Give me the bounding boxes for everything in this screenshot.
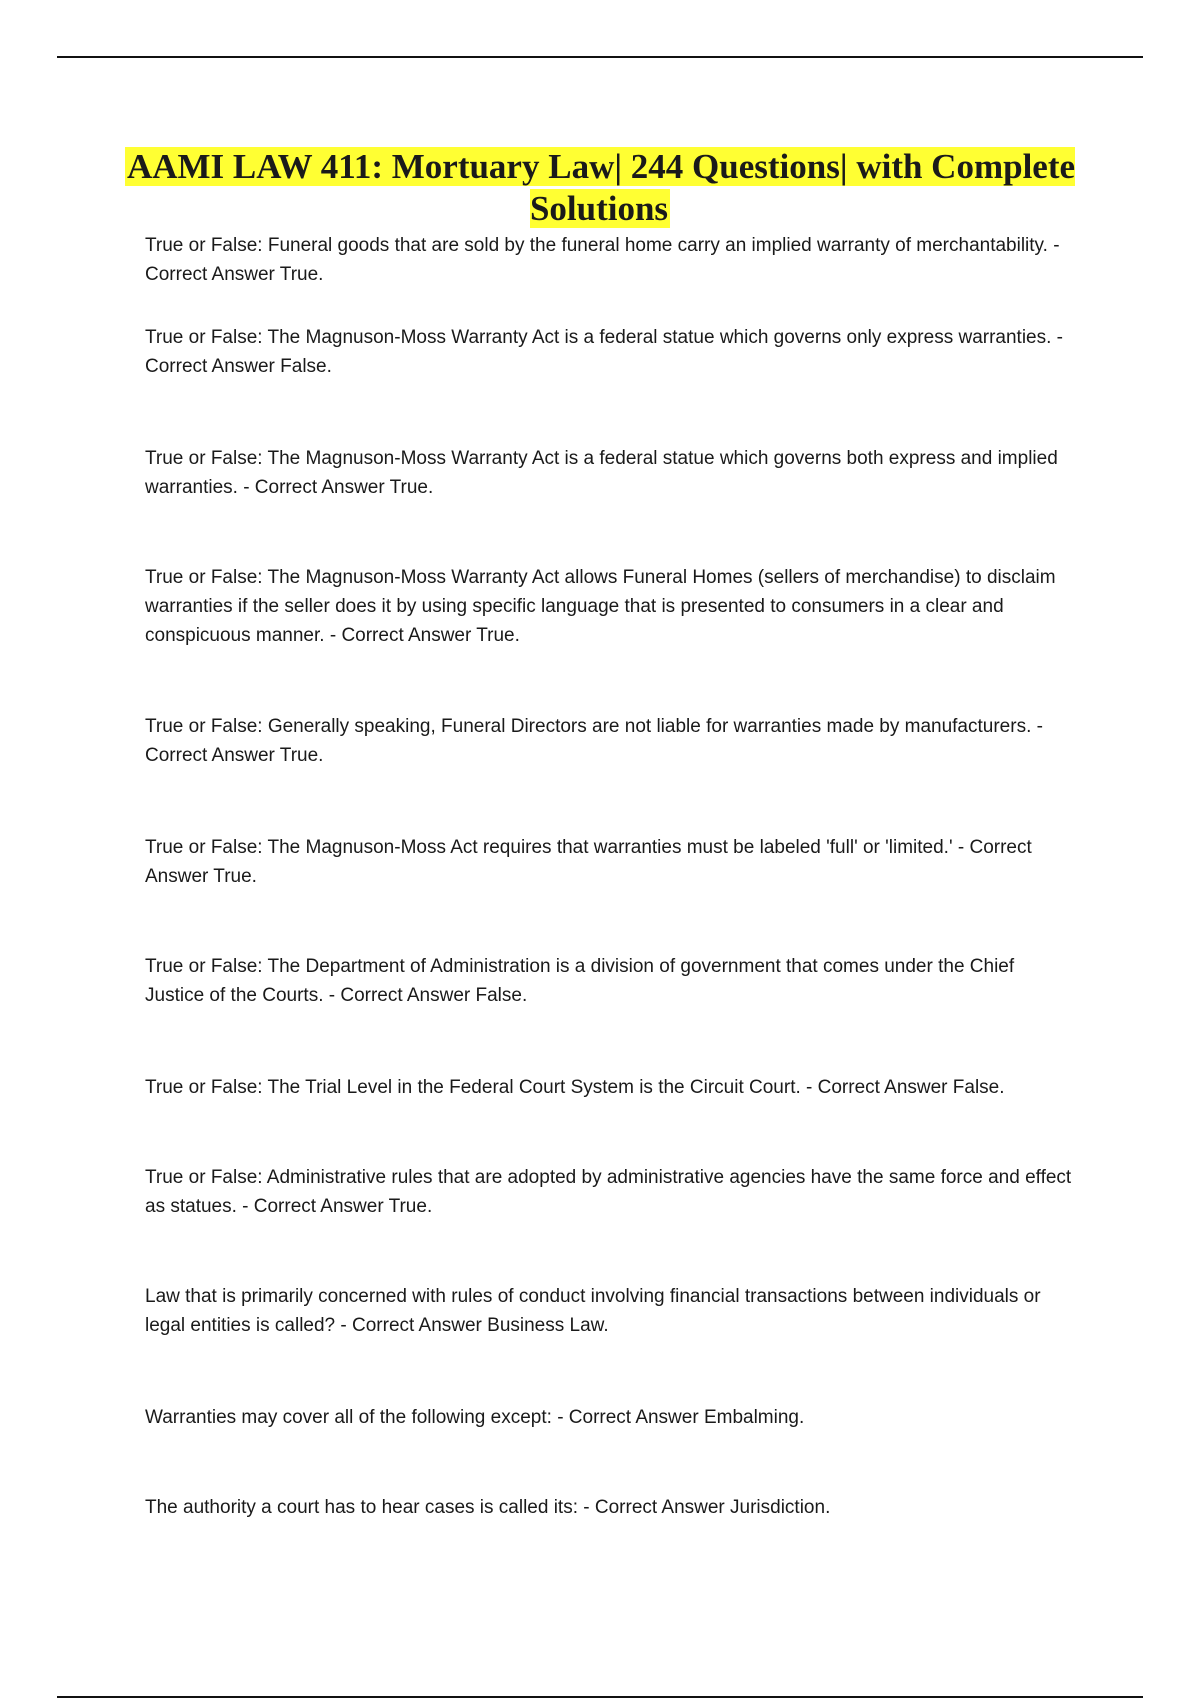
document-title-highlight: AAMI LAW 411: Mortuary Law| 244 Questions| with Complete Solutions bbox=[126, 147, 1076, 228]
qa-item: Law that is primarily concerned with rules of conduct involving financial transactions between individuals or legal entities is called? - Correct Answer Business Law. bbox=[145, 1286, 1041, 1336]
document-title bbox=[100, 146, 1100, 230]
bottom-rule bbox=[57, 1696, 1143, 1698]
top-rule bbox=[57, 56, 1143, 58]
qa-item: True or False: The Magnuson-Moss Act requires that warranties must be labeled 'full' or 'limited.' - Correct Answer True. bbox=[145, 837, 1032, 887]
qa-item: True or False: The Department of Administration is a division of government that comes under the Chief Justice of the Courts. - Correct Answer False. bbox=[145, 956, 1015, 1006]
qa-item: True or False: The Magnuson-Moss Warranty Act allows Funeral Homes (sellers of merchandise) to disclaim warranties if the seller does it by using specific language that is presented to consumers in a clear and conspicuous manner. - Correct Answer True. bbox=[145, 567, 1056, 646]
qa-item: True or False: Funeral goods that are sold by the funeral home carry an implied warranty of merchantability. - Correct Answer True. bbox=[145, 235, 1060, 285]
qa-item: True or False: Administrative rules that are adopted by administrative agencies have the same force and effect as statues. - Correct Answer True. bbox=[145, 1167, 1072, 1217]
qa-item: The authority a court has to hear cases is called its: - Correct Answer Jurisdiction. bbox=[145, 1497, 831, 1518]
qa-item: True or False: The Trial Level in the Federal Court System is the Circuit Court. - Correct Answer False. bbox=[145, 1077, 1005, 1098]
qa-list bbox=[145, 231, 1075, 1553]
qa-item: True or False: Generally speaking, Funeral Directors are not liable for warranties made by manufacturers. - Correct Answer True. bbox=[145, 716, 1043, 766]
qa-item: True or False: The Magnuson-Moss Warranty Act is a federal statue which governs both express and implied warranties. - Correct Answer True. bbox=[145, 448, 1058, 498]
qa-item: Warranties may cover all of the following except: - Correct Answer Embalming. bbox=[145, 1407, 805, 1428]
qa-item: True or False: The Magnuson-Moss Warranty Act is a federal statue which governs only express warranties. - Correct Answer False. bbox=[145, 327, 1064, 377]
